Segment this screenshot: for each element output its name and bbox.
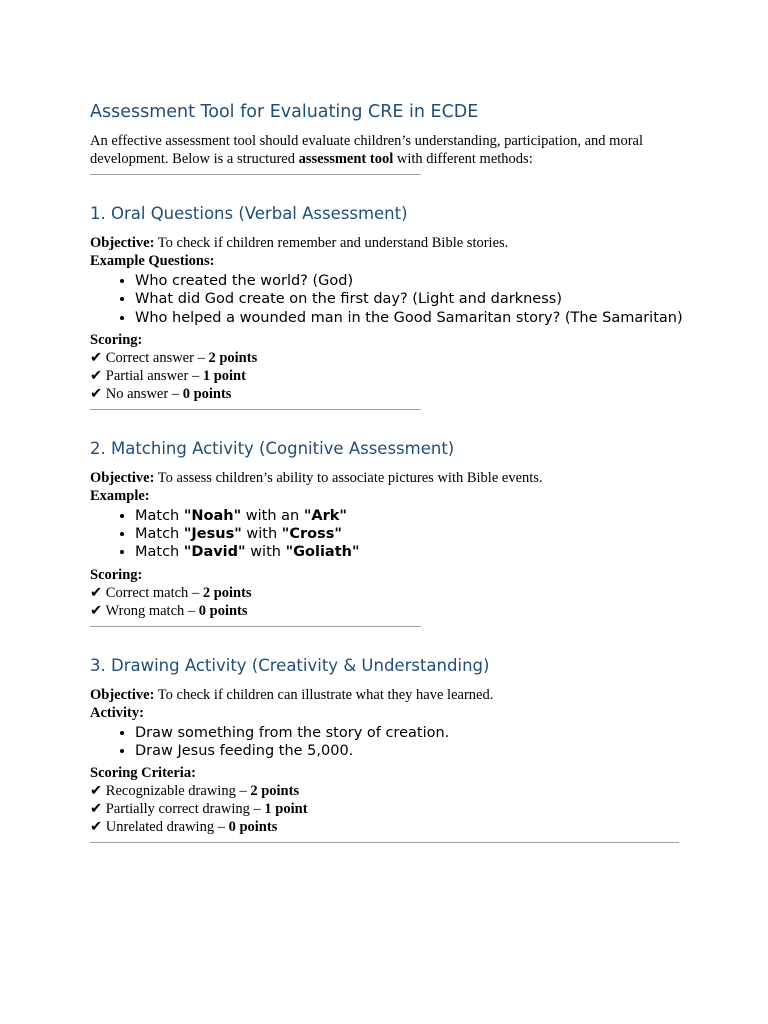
document-title: Assessment Tool for Evaluating CRE in ECDE (90, 102, 479, 122)
scoring-text: ✔ Partial answer – (90, 367, 203, 384)
scoring-points: 0 points (228, 819, 278, 836)
list-item (135, 543, 690, 561)
list-item: • Who helped a wounded man in the Good Samaritan story? (The Samaritan) (135, 309, 690, 327)
objective-text: To check if children remember and understand Bible stories. (154, 235, 509, 251)
list-label-text: Example: (90, 487, 150, 504)
match-term: "Goliath" (285, 544, 360, 561)
scoring-points: 1 point (202, 367, 246, 384)
scoring-text: ✔ Correct answer – (90, 349, 209, 366)
list-item (135, 525, 690, 543)
objective-line (90, 686, 690, 704)
example-questions-list (90, 272, 690, 327)
scoring-points: 0 points (182, 385, 232, 402)
divider (90, 842, 679, 843)
section-heading: 3. Drawing Activity (Creativity & Understanding) (90, 655, 490, 675)
match-term: "Jesus" (183, 526, 242, 543)
intro-text-end: with different methods: (393, 151, 533, 167)
list-label (90, 487, 690, 505)
scoring-points: 2 points (250, 783, 300, 800)
objective-label: Objective: (90, 686, 155, 703)
list-label (90, 704, 690, 722)
document-page (90, 100, 690, 843)
list-label (90, 252, 690, 270)
list-item: • Who created the world? (God) (135, 272, 690, 290)
objective-line (90, 234, 690, 252)
scoring-text: ✔ Correct match – (90, 584, 203, 601)
scoring-text: ✔ Unrelated drawing – (90, 819, 229, 836)
section-heading: 1. Oral Questions (Verbal Assessment) (90, 204, 408, 223)
scoring-label (90, 764, 690, 782)
match-term: "Ark" (303, 507, 347, 524)
scoring-label (90, 566, 690, 584)
match-text: Match (135, 526, 184, 543)
scoring-item (90, 385, 690, 403)
scoring-label-text: Scoring: (90, 566, 143, 583)
match-text: Match (135, 507, 184, 524)
section-drawing-activity (90, 654, 690, 844)
objective-label: Objective: (90, 469, 155, 486)
objective-text: To check if children can illustrate what they have learned. (154, 686, 494, 703)
list-label-text: Example Questions: (90, 253, 215, 269)
scoring-item (90, 349, 690, 367)
scoring-points: 0 points (198, 602, 248, 619)
scoring-item (90, 367, 690, 385)
match-text: with (245, 544, 286, 561)
match-text: with an (241, 507, 304, 524)
list-label-text: Activity: (90, 704, 144, 721)
match-term: "Noah" (183, 507, 242, 524)
section-matching-activity (90, 437, 690, 627)
matching-list (90, 507, 690, 562)
intro-bold: assessment tool (298, 151, 394, 167)
objective-text: To assess children’s ability to associate pictures with Bible events. (154, 469, 543, 486)
objective-line (90, 469, 690, 487)
list-item (135, 507, 690, 525)
scoring-text: ✔ Recognizable drawing – (90, 783, 251, 800)
intro-paragraph (90, 132, 690, 168)
match-term: "Cross" (281, 526, 342, 543)
section-oral-questions (90, 202, 690, 410)
scoring-item (90, 800, 690, 818)
list-item: • What did God create on the first day? (Light and darkness) (135, 290, 690, 308)
section-heading: 2. Matching Activity (Cognitive Assessment) (90, 438, 455, 458)
scoring-points: 1 point (264, 801, 308, 818)
scoring-points: 2 points (202, 584, 252, 601)
match-text: with (241, 526, 282, 543)
scoring-text: ✔ Wrong match – (90, 602, 199, 619)
list-item: • Draw something from the story of creation. (135, 724, 690, 742)
match-text: Match (135, 544, 184, 561)
scoring-text: ✔ Partially correct drawing – (90, 801, 265, 818)
match-term: "David" (183, 544, 246, 561)
scoring-item (90, 818, 690, 836)
scoring-label (90, 331, 690, 349)
scoring-item (90, 602, 690, 620)
scoring-item (90, 782, 690, 800)
list-item: • Draw Jesus feeding the 5,000. (135, 742, 690, 760)
scoring-points: 2 points (208, 349, 258, 366)
scoring-label-text: Scoring: (90, 331, 143, 348)
scoring-item (90, 584, 690, 602)
scoring-label-text: Scoring Criteria: (90, 765, 196, 782)
intro-text: An effective assessment tool should evaluate children’s understanding, participation, and moral development. Below is a structured (90, 133, 643, 167)
activity-list (90, 724, 690, 761)
objective-label: Objective: (90, 235, 155, 251)
scoring-text: ✔ No answer – (90, 385, 183, 402)
